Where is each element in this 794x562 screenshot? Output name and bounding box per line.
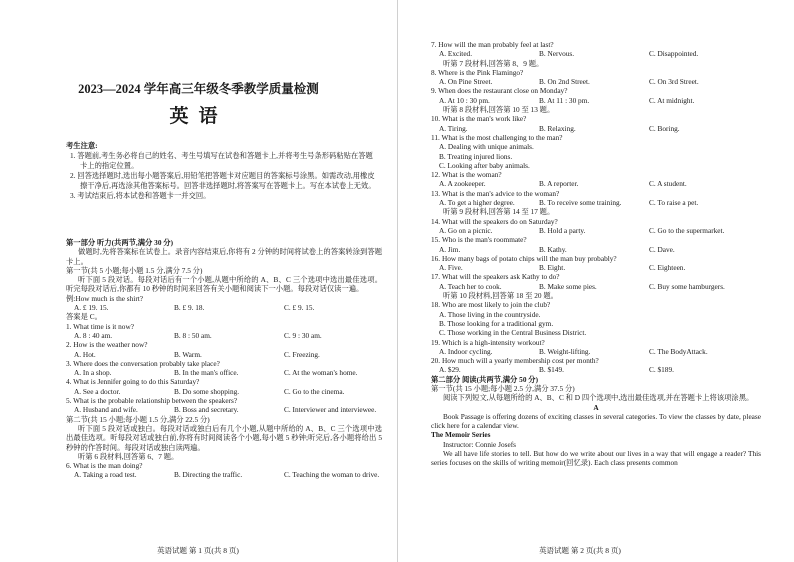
option-c[interactable]: C. Dave.	[649, 244, 675, 254]
question-16-options	[439, 263, 761, 272]
right-content	[431, 40, 761, 468]
option-c[interactable]: C. 9 : 30 am.	[284, 330, 322, 340]
option-b[interactable]: B. Relaxing.	[539, 123, 576, 133]
question-3-options	[74, 368, 382, 377]
option-c[interactable]: C. £ 9. 15.	[284, 303, 315, 313]
option-b[interactable]: B. Warm.	[174, 349, 202, 359]
question-4: 4. What is Jennifer going to do this Saturday?	[66, 377, 200, 387]
option-a[interactable]: A. £ 19. 15.	[74, 303, 109, 313]
section1-title: 第一节(共 5 小题;每小题 1.5 分,满分 7.5 分)	[66, 265, 203, 275]
subject-title: 英语	[169, 106, 228, 127]
question-20: 20. How much will a yearly membership cost per month?	[431, 356, 599, 366]
part2-title: 第二部分 阅读(共两节,满分 50 分)	[431, 374, 539, 384]
series-title: The Memoir Series	[431, 430, 491, 440]
option-a[interactable]: A. Husband and wife.	[74, 405, 138, 415]
paper-title: 2023—2024 学年高三年级冬季教学质量检测	[78, 82, 319, 96]
option-c[interactable]: C. A student.	[649, 179, 687, 189]
question-18-options	[439, 310, 761, 338]
option-c[interactable]: C. Eighteen.	[649, 263, 686, 273]
question-8: 8. Where is the Pink Flamingo?	[431, 67, 524, 77]
option-c[interactable]: C. At midnight.	[649, 95, 695, 105]
question-9: 9. When does the restaurant close on Monday?	[431, 86, 568, 96]
option-a[interactable]: A. Taking a road test.	[74, 470, 137, 480]
question-17-options	[439, 282, 761, 291]
option-c[interactable]: C. To raise a pet.	[649, 198, 699, 208]
option-b[interactable]: B. 8 : 50 am.	[174, 330, 212, 340]
option-a[interactable]: A. Those living in the countryside.	[439, 309, 541, 319]
option-a[interactable]: A. Excited.	[439, 49, 473, 59]
section1-intro: 听下面 5 段对话。每段对话后有一个小题,从题中所给的 A、B、C 三个选项中选出最佳选项。听完每段对话后,你都有 10 秒钟的时间来回答有关小题和阅读下一小题。每段对话仅读一遍。	[66, 275, 382, 294]
listen-instruction: 听第 7 段材料,回答第 8、9 题。	[443, 58, 544, 68]
question-10-options	[439, 124, 761, 133]
question-16: 16. How many bags of potato chips will the man buy probably?	[431, 253, 617, 263]
option-a[interactable]: A. Teach her to cook.	[439, 281, 502, 291]
option-c[interactable]: C. Boring.	[649, 123, 680, 133]
option-b[interactable]: B. Those looking for a traditional gym.	[439, 318, 554, 328]
question-15-options	[439, 245, 761, 254]
option-a[interactable]: A. A zookeeper.	[439, 179, 486, 189]
option-b[interactable]: B. A reporter.	[539, 179, 579, 189]
question-5-options	[74, 405, 382, 414]
example-options	[74, 303, 382, 312]
question-18: 18. Who are most likely to join the club?	[431, 300, 551, 310]
listen-instruction: 听第 6 段材料,回答第 6、7 题。	[78, 451, 179, 461]
option-a[interactable]: A. On Pine Street.	[439, 77, 493, 87]
option-a[interactable]: A. Go on a picnic.	[439, 225, 493, 235]
question-1: 1. What time is it now?	[66, 321, 134, 331]
notice-item: 2. 回答选择题时,选出每小题答案后,用铅笔把答题卡对应题目的答案标号涂黑。如需改动,用橡皮擦干净后,再选涂其他答案标号。回答非选择题时,将答案写在答题卡上。写在本试卷上无效。	[70, 171, 376, 190]
notice-item: 3. 考试结束后,将本试卷和答题卡一并交回。	[70, 191, 211, 200]
option-b[interactable]: B. Directing the traffic.	[174, 470, 243, 480]
option-c[interactable]: C. Go to the cinema.	[284, 386, 345, 396]
question-13-options	[439, 198, 761, 207]
question-6-options	[74, 470, 382, 479]
example-question: 例:How much is the shirt?	[66, 293, 144, 303]
notice-item: 1. 答题前,考生务必将自己的姓名、考生号填写在试卷和答题卡上,并将考生号条形码粘贴在答题卡上的指定位置。	[70, 151, 373, 170]
option-c[interactable]: C. On 3rd Street.	[649, 77, 699, 87]
option-b[interactable]: B. Kathy.	[539, 244, 567, 254]
part2-section1-title: 第一节(共 15 小题;每小题 2.5 分,满分 37.5 分)	[431, 383, 575, 393]
listen-instruction: 听第 9 段材料,回答第 14 至 17 题。	[443, 207, 555, 217]
option-b[interactable]: B. To receive some training.	[539, 198, 622, 208]
option-b[interactable]: B. $149.	[539, 365, 564, 375]
question-12: 12. What is the woman?	[431, 170, 502, 180]
option-b[interactable]: B. Do some shopping.	[174, 386, 240, 396]
question-15: 15. Who is the man's roommate?	[431, 235, 527, 245]
page-footer: 英语试题 第 1 页(共 8 页)	[157, 546, 239, 555]
passage-paragraph: Book Passage is offering dozens of exciting classes in several categories. To view the classes by date, please click here for a calendar view.	[431, 411, 761, 431]
option-a[interactable]: A. $29.	[439, 365, 461, 375]
option-c[interactable]: C. Looking after baby animals.	[439, 160, 530, 170]
question-7: 7. How will the man probably feel at last?	[431, 40, 554, 49]
left-content	[66, 238, 382, 480]
option-a[interactable]: A. See a doctor.	[74, 386, 121, 396]
option-a[interactable]: A. To get a higher degree.	[439, 198, 515, 208]
part2-intro: 阅读下列短文,从每题所给的 A、B、C 和 D 四个选项中,选出最佳选项,并在答题卡上将该项涂黑。	[443, 393, 754, 403]
part1-intro: 做题时,先将答案标在试卷上。录音内容结束后,你将有 2 分钟的时间将试卷上的答案转涂到答题卡上。	[66, 247, 382, 266]
option-c[interactable]: C. Interviewer and interviewee.	[284, 405, 377, 415]
option-a[interactable]: A. Jim.	[439, 244, 461, 254]
question-14-options	[439, 226, 761, 235]
section2-title: 第二节(共 15 小题;每小题 1.5 分,满分 22.5 分)	[66, 414, 210, 424]
option-b[interactable]: B. £ 9. 18.	[174, 303, 205, 313]
option-b[interactable]: B. In the man's office.	[174, 368, 239, 378]
question-20-options	[439, 365, 761, 374]
section2-intro: 听下面 5 段对话或独白。每段对话或独白后有几个小题,从题中所给的 A、B、C 三个选项中选出最佳选项。听每段对话或独白前,你将有时间阅读各个小题,每小题 5 秒钟;听完后,各小题将给出 5 秒钟的作答时间。每段对话或独白读两遍。	[66, 423, 382, 452]
option-b[interactable]: B. On 2nd Street.	[539, 77, 590, 87]
option-c[interactable]: C. At the woman's home.	[284, 368, 358, 378]
question-11: 11. What is the most challenging to the man?	[431, 132, 563, 142]
listen-instruction: 听第 10 段材料,回答第 18 至 20 题。	[443, 291, 558, 301]
option-a[interactable]: A. Five.	[439, 263, 463, 273]
notice-heading: 考生注意:	[66, 141, 98, 150]
option-c[interactable]: C. $189.	[649, 365, 674, 375]
question-3: 3. Where does the conversation probably take place?	[66, 358, 220, 368]
question-19: 19. Which is a high-intensity workout?	[431, 337, 545, 347]
question-14: 14. What will the speakers do on Saturday?	[431, 216, 558, 226]
right-page	[398, 0, 794, 562]
question-12-options	[439, 179, 761, 188]
instructor-line: Instructor: Connie Josefs	[443, 439, 516, 449]
passage-label: A	[593, 402, 599, 412]
page-footer: 英语试题 第 2 页(共 8 页)	[539, 546, 621, 555]
part1-title: 第一部分 听力(共两节,满分 30 分)	[66, 238, 174, 247]
option-a[interactable]: A. Hot.	[74, 349, 96, 359]
option-b[interactable]: B. Boss and secretary.	[174, 405, 239, 415]
question-13: 13. What is the man's advice to the woman?	[431, 188, 560, 198]
option-a[interactable]: A. 8 : 40 am.	[74, 330, 113, 340]
question-1-options	[74, 331, 382, 340]
option-a[interactable]: A. At 10 : 30 pm.	[439, 95, 490, 105]
question-2: 2. How is the weather now?	[66, 340, 148, 350]
option-c[interactable]: C. Those working in the Central Business District.	[439, 328, 587, 338]
question-6: 6. What is the man doing?	[66, 461, 143, 471]
listen-instruction: 听第 8 段材料,回答第 10 至 13 题。	[443, 105, 555, 115]
option-c[interactable]: C. Teaching the woman to drive.	[284, 470, 380, 480]
question-8-options	[439, 77, 761, 86]
option-b[interactable]: B. At 11 : 30 pm.	[539, 95, 590, 105]
option-b[interactable]: B. Hold a party.	[539, 225, 586, 235]
question-5: 5. What is the probable relationship between the speakers?	[66, 396, 238, 406]
option-b[interactable]: B. Make some pies.	[539, 281, 597, 291]
exam-notice	[66, 141, 376, 201]
example-answer: 答案是 C。	[66, 312, 102, 322]
question-7-options	[439, 49, 761, 58]
question-4-options	[74, 387, 382, 396]
option-c[interactable]: C. Freezing.	[284, 349, 320, 359]
option-b[interactable]: B. Nervous.	[539, 49, 575, 59]
question-2-options	[74, 350, 382, 359]
option-a[interactable]: A. Dealing with unique animals.	[439, 142, 534, 152]
option-c[interactable]: C. Disappointed.	[649, 49, 699, 59]
question-11-options	[439, 142, 761, 170]
option-a[interactable]: A. Tiring.	[439, 123, 468, 133]
option-c[interactable]: C. The BodyAttack.	[649, 346, 708, 356]
option-a[interactable]: A. Indoor cycling.	[439, 346, 493, 356]
notice-list	[66, 151, 376, 201]
question-9-options	[439, 96, 761, 105]
option-a[interactable]: A. In a shop.	[74, 368, 112, 378]
question-17: 17. What will the speakers ask Kathy to do?	[431, 272, 560, 282]
question-19-options	[439, 347, 761, 356]
passage-paragraph: We all have life stories to tell. But how do we write about our lives in a way that will engage a reader? This series focuses on the skills of writing memoir(回忆录). Each class presents common	[431, 449, 761, 468]
option-b[interactable]: B. Treating injured lions.	[439, 151, 513, 161]
question-10: 10. What is the man's work like?	[431, 114, 527, 124]
option-b[interactable]: B. Eight.	[539, 263, 566, 273]
option-c[interactable]: C. Buy some hamburgers.	[649, 281, 725, 291]
option-b[interactable]: B. Weight-lifting.	[539, 346, 591, 356]
option-c[interactable]: C. Go to the supermarket.	[649, 225, 725, 235]
